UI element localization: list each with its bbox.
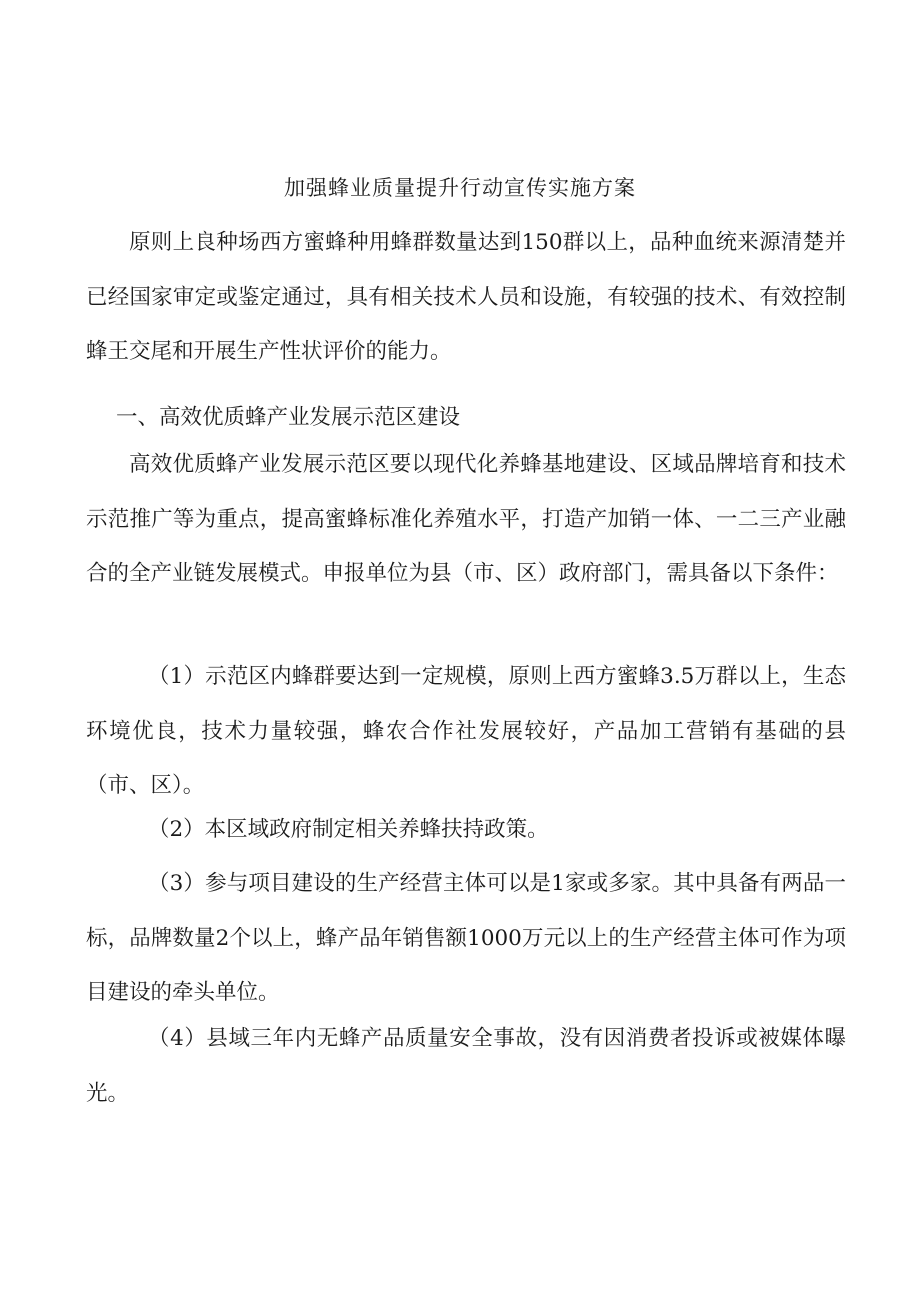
condition-item-4: （4）县域三年内无蜂产品质量安全事故，没有因消费者投诉或被媒体曝光。 xyxy=(86,1026,846,1106)
condition-item-2: （2）本区域政府制定相关养蜂扶持政策。 xyxy=(148,817,549,842)
condition-item-3: （3）参与项目建设的生产经营主体可以是1家或多家。其中具备有两品一标，品牌数量2个以上，蜂产品年销售额1000万元以上的生产经营主体可作为项目建设的牵头单位。 xyxy=(86,871,846,1005)
intro-paragraph: 原则上良种场西方蜜蜂种用蜂群数量达到150群以上，品种血统来源清楚并已经国家审定或鉴定通过，具有相关技术人员和设施，有较强的技术、有效控制蜂王交尾和开展生产性状评价的能力。 xyxy=(86,230,846,364)
section-body-paragraph: 高效优质蜂产业发展示范区要以现代化养蜂基地建设、区域品牌培育和技术示范推广等为重点，提高蜜蜂标准化养殖水平，打造产加销一体、一二三产业融合的全产业链发展模式。申报单位为县（市、区）政府部门，需具备以下条件： xyxy=(86,452,846,586)
section-heading: 一、高效优质蜂产业发展示范区建设 xyxy=(116,405,461,430)
condition-item-1: （1）示范区内蜂群要达到一定规模，原则上西方蜜蜂3.5万群以上，生态环境优良，技术力量较强，蜂农合作社发展较好，产品加工营销有基础的县（市、区）。 xyxy=(86,664,846,798)
document-title: 加强蜂业质量提升行动宣传实施方案 xyxy=(284,176,636,200)
